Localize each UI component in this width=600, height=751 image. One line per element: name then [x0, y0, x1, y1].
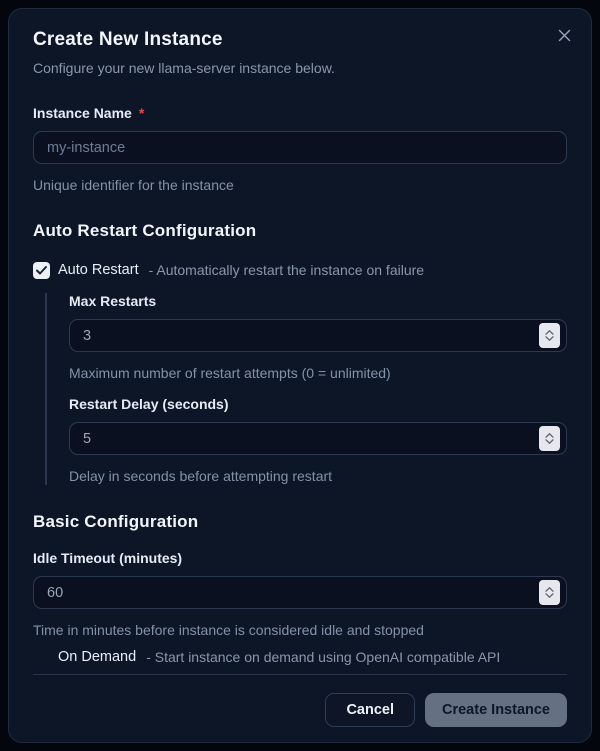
auto-restart-subfields: [45, 293, 567, 485]
instance-name-label: [33, 105, 567, 122]
basic-section-heading: Basic Configuration: [33, 512, 199, 531]
dialog-header: [9, 9, 591, 77]
chevron-up-icon: [545, 330, 554, 335]
max-restarts-label: Max Restarts: [69, 293, 157, 309]
on-demand-description: - Start instance on demand using OpenAI compatible API: [146, 649, 501, 665]
restart-delay-field: [69, 396, 567, 485]
cancel-button[interactable]: Cancel: [325, 693, 415, 727]
close-button[interactable]: [549, 20, 579, 50]
on-demand-label[interactable]: On Demand: [58, 649, 137, 665]
create-instance-button[interactable]: Create Instance: [425, 693, 567, 727]
auto-restart-checkbox-row: [33, 261, 567, 279]
instance-name-label-text: Instance Name: [33, 105, 132, 121]
dialog-title: Create New Instance: [33, 29, 223, 50]
restart-delay-help: Delay in seconds before attempting restart: [69, 468, 333, 484]
dialog-footer: [9, 656, 591, 727]
idle-timeout-input-wrap: [33, 576, 567, 609]
restart-delay-input[interactable]: [83, 431, 539, 447]
x-icon: [557, 28, 572, 43]
chevron-down-icon: [545, 439, 554, 444]
instance-name-input[interactable]: [33, 131, 567, 164]
create-instance-dialog: [8, 8, 592, 743]
restart-delay-stepper[interactable]: [539, 426, 560, 451]
instance-name-help: Unique identifier for the instance: [33, 177, 234, 193]
max-restarts-field: [69, 293, 567, 382]
auto-restart-label[interactable]: Auto Restart: [58, 262, 139, 278]
auto-restart-checkbox[interactable]: [33, 262, 50, 279]
idle-timeout-stepper[interactable]: [539, 580, 560, 605]
max-restarts-stepper[interactable]: [539, 323, 560, 348]
chevron-up-icon: [545, 587, 554, 592]
idle-timeout-field: [33, 550, 567, 639]
check-icon: [36, 266, 47, 275]
dialog-subtitle: Configure your new llama-server instance below.: [33, 60, 335, 76]
idle-timeout-label: Idle Timeout (minutes): [33, 550, 183, 566]
footer-buttons: [9, 675, 591, 727]
auto-restart-section-heading: Auto Restart Configuration: [33, 221, 257, 240]
chevron-down-icon: [545, 336, 554, 341]
dialog-body: [9, 77, 591, 665]
max-restarts-help: Maximum number of restart attempts (0 = unlimited): [69, 365, 391, 381]
idle-timeout-help: Time in minutes before instance is considered idle and stopped: [33, 622, 424, 638]
max-restarts-input[interactable]: [83, 328, 539, 344]
chevron-down-icon: [545, 593, 554, 598]
required-asterisk: *: [138, 105, 145, 121]
instance-name-field: [33, 105, 567, 194]
restart-delay-input-wrap: [69, 422, 567, 455]
max-restarts-input-wrap: [69, 319, 567, 352]
chevron-up-icon: [545, 433, 554, 438]
idle-timeout-input[interactable]: [47, 585, 539, 601]
restart-delay-label: Restart Delay (seconds): [69, 396, 229, 412]
auto-restart-description: - Automatically restart the instance on failure: [148, 262, 425, 278]
